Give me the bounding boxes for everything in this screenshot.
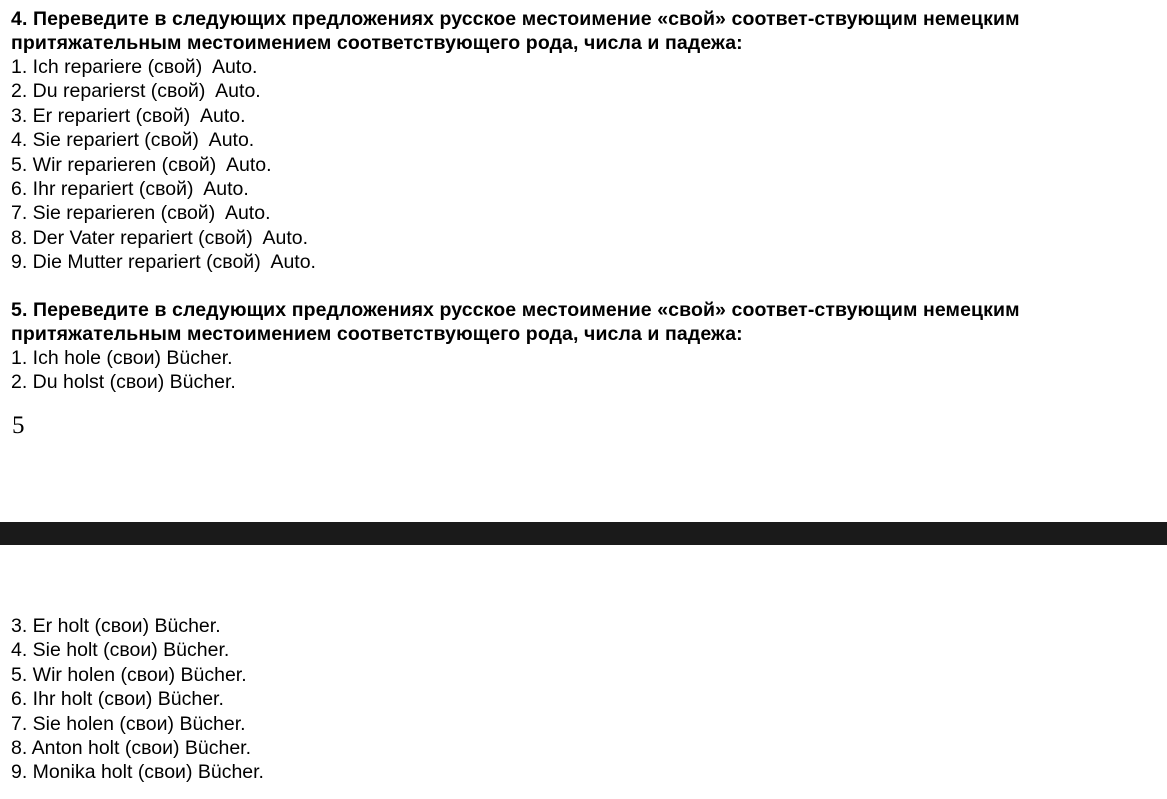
exercise-5-item: 9. Monika holt (свои) Bücher. <box>11 761 264 784</box>
exercise-4-item: 9. Die Mutter repariert (свой) Auto. <box>11 251 316 274</box>
page-divider <box>0 522 1167 545</box>
exercise-4 <box>11 7 1161 275</box>
exercise-5-item: 8. Anton holt (свои) Bücher. <box>11 737 251 760</box>
exercise-5-list <box>11 346 1161 395</box>
exercise-5-item: 7. Sie holen (свои) Bücher. <box>11 712 246 735</box>
exercise-5-item: 1. Ich hole (свои) Bücher. <box>11 347 233 369</box>
exercise-4-item: 7. Sie reparieren (свой) Auto. <box>11 202 271 225</box>
exercise-4-item: 3. Er repariert (свой) Auto. <box>11 104 246 127</box>
exercise-4-item: 8. Der Vater repariert (свой) Auto. <box>11 226 309 249</box>
exercise-4-item: 4. Sie repariert (свой) Auto. <box>11 129 255 152</box>
exercise-4-item: 5. Wir reparieren (свой) Auto. <box>11 153 272 176</box>
exercise-4-item: 6. Ihr repariert (свой) Auto. <box>11 178 249 201</box>
exercise-4-list <box>11 55 1161 275</box>
exercise-4-item: 1. Ich repariere (свой) Auto. <box>11 56 258 78</box>
exercise-5-item: 6. Ihr holt (свои) Bücher. <box>11 688 224 711</box>
page-bottom <box>0 545 1167 799</box>
page-number: 5 <box>12 412 25 439</box>
exercise-5-item: 4. Sie holt (свои) Bücher. <box>11 639 230 662</box>
exercise-5-item: 2. Du holst (свои) Bücher. <box>11 371 236 394</box>
exercise-5-item: 5. Wir holen (свои) Bücher. <box>11 663 247 686</box>
exercise-4-item: 2. Du reparierst (свой) Auto. <box>11 80 261 103</box>
exercise-5 <box>11 298 1161 395</box>
exercise-5-heading: 5. Переведите в следующих предложениях русское местоимение «свой» соответ-ствующим немецким притяжательным местоимением соответствующего рода, числа и падежа: <box>11 299 1020 345</box>
exercise-5-item: 3. Er holt (свои) Bücher. <box>11 615 221 637</box>
exercise-5-continued-list <box>11 614 264 785</box>
exercise-4-heading: 4. Переведите в следующих предложениях русское местоимение «свой» соответ-ствующим немецким притяжательным местоимением соответствующего рода, числа и падежа: <box>11 8 1020 54</box>
